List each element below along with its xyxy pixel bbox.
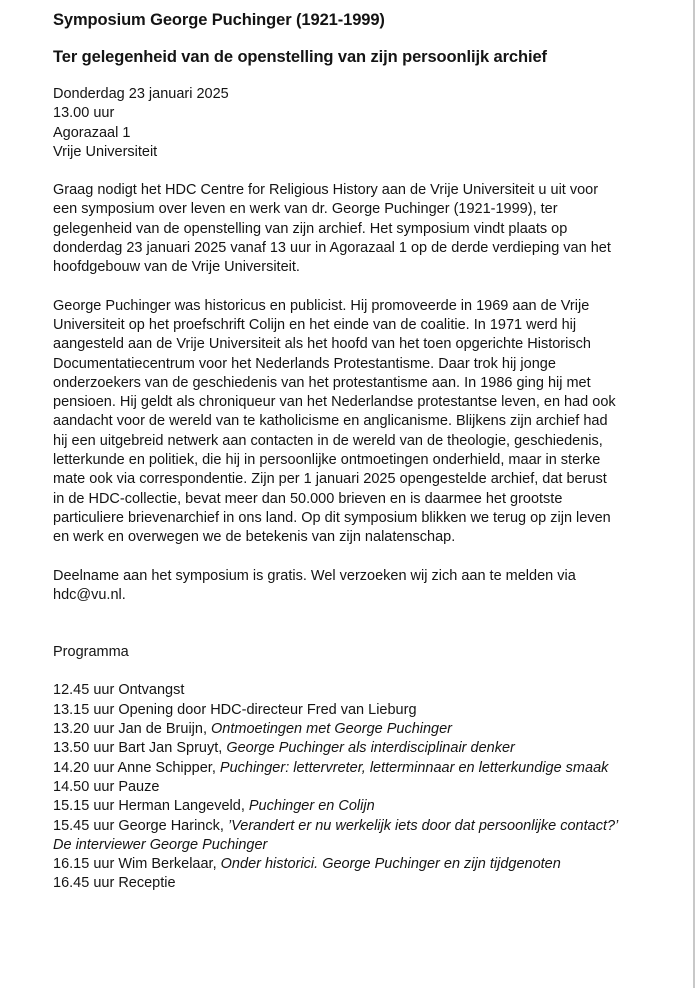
paragraph-line: onderzoekers van de geschiedenis van het protestantisme aan. In 1986 ging hij met: [53, 374, 591, 391]
program-time: 15.15 uur: [53, 798, 115, 815]
program-talk: George Puchinger als interdisciplinair denker: [226, 740, 515, 757]
paragraph-line: aangesteld aan de Vrije Universiteit als het hoofd van het toen opgerichte Historisch: [53, 336, 591, 353]
program-talk-continuation: De interviewer George Puchinger: [53, 836, 268, 853]
program-item-continuation: [53, 836, 653, 855]
paragraph-line: hij een uitgebreid netwerk aan contacten in de wereld van de theologie, geschiedenis,: [53, 432, 603, 449]
program-item: [53, 681, 653, 700]
program-time: 14.50 uur: [53, 778, 115, 795]
program-speaker: George Harinck,: [118, 817, 228, 834]
event-venue: Vrije Universiteit: [53, 143, 158, 160]
program-item: [53, 817, 653, 836]
program-item: [53, 759, 653, 778]
program-heading: Programma: [53, 644, 129, 661]
paragraph-line: in de HDC-collectie, bevat meer dan 50.000 brieven en is daarmee het grootste: [53, 490, 563, 507]
program-speaker: Wim Berkelaar,: [118, 856, 221, 873]
paragraph-line: gelegenheid van de openstelling van zijn archief. Het symposium vindt plaats op: [53, 220, 568, 237]
paragraph-line: hdc@vu.nl.: [53, 586, 126, 603]
program-item: [53, 720, 653, 739]
event-details: [53, 85, 653, 162]
paragraph-line: mate ook via correspondentie. Zijn per 1 januari 2025 opengestelde archief, dat berust: [53, 471, 607, 488]
document: [53, 0, 653, 894]
paragraph-line: George Puchinger was historicus en publicist. Hij promoveerde in 1969 aan de Vrije: [53, 297, 590, 314]
program-talk: Onder historici. George Puchinger en zijn tijdgenoten: [220, 856, 561, 873]
program-time: 13.50 uur: [53, 740, 115, 757]
program-speaker: Herman Langeveld,: [118, 798, 249, 815]
program-talk: ’Verandert er nu werkelijk iets door dat persoonlijke contact?’: [227, 817, 619, 834]
paragraph-line: Documentatiecentrum voor het Nederlands Protestantisme. Daar trok hij jonge: [53, 355, 556, 372]
paragraph-line: aandacht voor de wereld van te katholicisme en anglicanisme. Blijkens zijn archief had: [53, 413, 608, 430]
document-title: Symposium George Puchinger (1921-1999): [53, 11, 385, 29]
program-speaker: Receptie: [118, 875, 176, 892]
program-talk: Puchinger: lettervreter, letterminnaar en letterkundige smaak: [219, 759, 609, 776]
paragraph-line: particuliere brievenarchief in ons land. Op dit symposium blikken we terug op zijn leven: [53, 509, 611, 526]
program-time: 16.15 uur: [53, 856, 115, 873]
program-time: 12.45 uur: [53, 682, 115, 699]
program-talk: Puchinger en Colijn: [248, 798, 375, 815]
intro-paragraph: [53, 181, 653, 277]
paragraph-line: en werk en overwegen we de betekenis van zijn nalatenschap.: [53, 529, 456, 546]
document-subtitle: Ter gelegenheid van de openstelling van zijn persoonlijk archief: [53, 48, 547, 66]
program-speaker: Anne Schipper,: [117, 759, 220, 776]
bio-paragraph: [53, 297, 653, 548]
program-item: [53, 874, 653, 893]
program-talk: Ontmoetingen met George Puchinger: [211, 721, 453, 738]
program-speaker: Jan de Bruijn,: [118, 721, 212, 738]
registration-paragraph: [53, 567, 653, 606]
program-item: [53, 739, 653, 758]
paragraph-line: Graag nodigt het HDC Centre for Religious History aan de Vrije Universiteit u uit voor: [53, 182, 599, 199]
paragraph-line: een symposium over leven en werk van dr. George Puchinger (1921-1999), ter: [53, 201, 558, 218]
program-list: [53, 681, 653, 893]
program-speaker: Pauze: [118, 778, 160, 795]
program-item: [53, 701, 653, 720]
program-item: [53, 855, 653, 874]
paragraph-line: Universiteit op het proefschrift Colijn en het einde van de coalitie. In 1971 werd hij: [53, 316, 577, 333]
program-time: 13.20 uur: [53, 721, 115, 738]
event-time: 13.00 uur: [53, 105, 115, 122]
event-date: Donderdag 23 januari 2025: [53, 86, 229, 102]
program-time: 16.45 uur: [53, 875, 115, 892]
paragraph-line: hoofdgebouw van de Vrije Universiteit.: [53, 259, 300, 276]
program-speaker: Bart Jan Spruyt,: [118, 740, 227, 757]
paragraph-line: donderdag 23 januari 2025 vanaf 13 uur in Agorazaal 1 op de derde verdieping van het: [53, 240, 611, 257]
paragraph-line: pensioen. Hij geldt als chroniqueur van het Nederlandse protestantse leven, en had ook: [53, 394, 616, 411]
program-time: 15.45 uur: [53, 817, 115, 834]
program-item: [53, 797, 653, 816]
paragraph-line: Deelname aan het symposium is gratis. Wel verzoeken wij zich aan te melden via: [53, 567, 576, 584]
program-item: [53, 778, 653, 797]
paragraph-line: letterkunde en politiek, die hij in persoonlijke ontmoetingen onderhield, maar in sterke: [53, 452, 601, 469]
program-time: 14.20 uur: [53, 759, 115, 776]
program-speaker: Opening door HDC-directeur Fred van Lieburg: [118, 701, 417, 718]
program-speaker: Ontvangst: [118, 682, 185, 699]
event-room: Agorazaal 1: [53, 124, 131, 141]
program-time: 13.15 uur: [53, 701, 115, 718]
